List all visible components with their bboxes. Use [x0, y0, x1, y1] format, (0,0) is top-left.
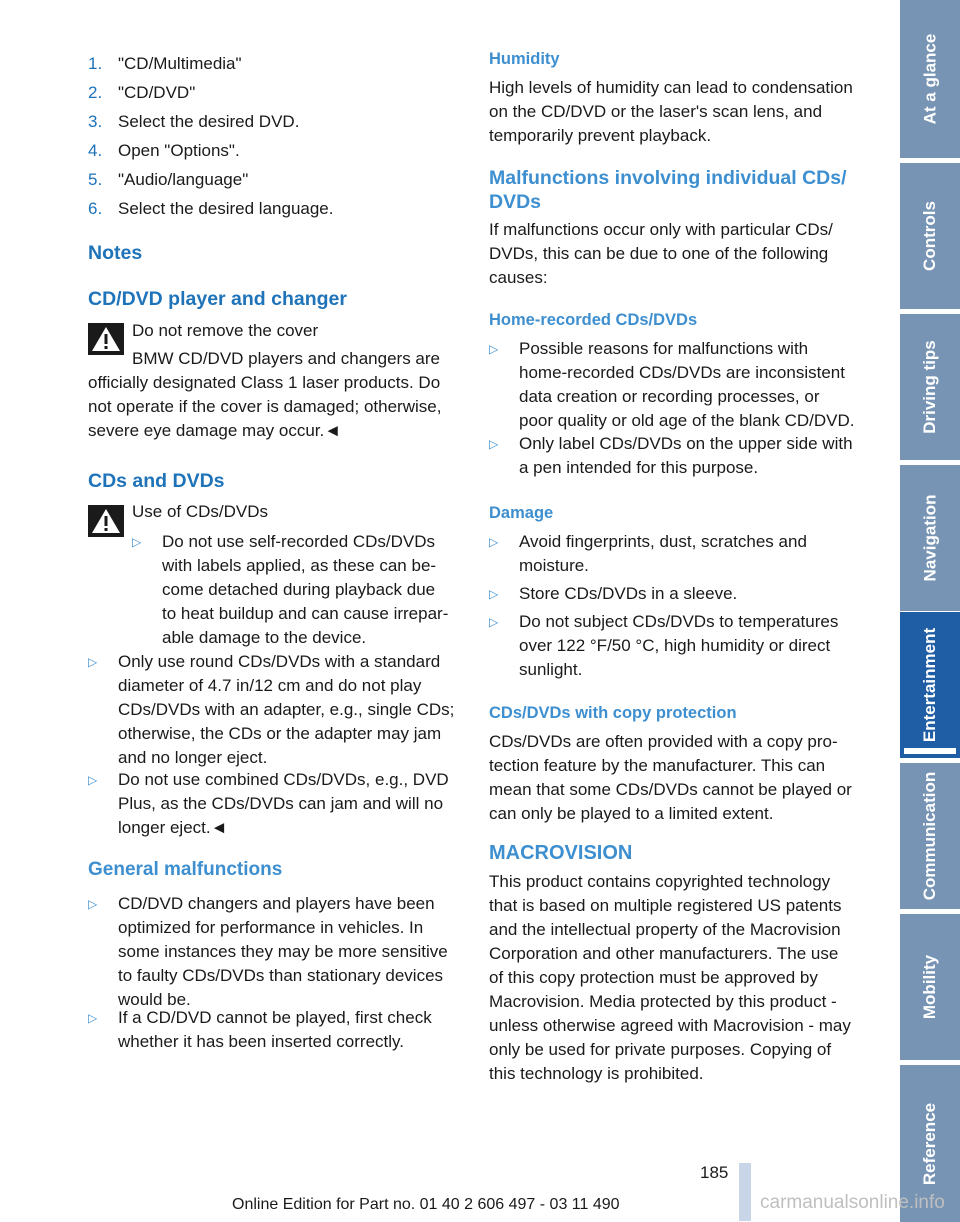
bullet-line: CD/DVD changers and players have been	[118, 894, 435, 913]
macrovision-line: only be used for private purposes. Copying of	[489, 1040, 832, 1059]
step-number: 4.	[88, 141, 103, 160]
bullet-line: over 122 °F/50 °C, high humidity or direct	[519, 636, 831, 655]
tab-label: Reference	[920, 1102, 939, 1185]
tab-label: At a glance	[920, 33, 940, 125]
bullet-line: longer eject.◄	[118, 818, 228, 837]
humidity-line: temporarily prevent playback.	[489, 126, 712, 145]
home-recorded-heading: Home-recorded CDs/DVDs	[489, 311, 698, 329]
macrovision-heading: MACROVISION	[489, 842, 633, 864]
macrovision-line: this technology is prohibited.	[489, 1064, 704, 1083]
bullet-line: Do not subject CDs/DVDs to temperatures	[519, 612, 839, 631]
tab-label: Entertainment	[920, 627, 940, 743]
bullet-line: poor quality or old age of the blank CD/DVD.	[519, 411, 855, 430]
copy-line: mean that some CDs/DVDs cannot be played or	[489, 780, 852, 799]
tab-controls[interactable]	[900, 163, 960, 309]
copy-line: CDs/DVDs are often provided with a copy pro-	[489, 732, 838, 751]
tab-driving-tips[interactable]	[900, 314, 960, 460]
macrovision-line: that is based on multiple registered US patents	[489, 896, 842, 915]
page-number: 185	[700, 1163, 729, 1182]
bullet-marker-icon: ▷	[88, 773, 98, 787]
bullet-line: Only label CDs/DVDs on the upper side with	[519, 434, 853, 453]
bullet-line: to faulty CDs/DVDs than stationary devices	[118, 966, 444, 985]
bullet-line: moisture.	[519, 556, 589, 575]
bullet-marker-icon: ▷	[489, 437, 499, 451]
general-heading: General malfunctions	[88, 859, 283, 880]
bullet-marker-icon: ▷	[489, 535, 499, 549]
step-text: "CD/DVD"	[118, 83, 196, 102]
copy-line: tection feature by the manufacturer. This can	[489, 756, 826, 775]
bullet-marker-icon: ▷	[489, 615, 499, 629]
player-warning-line: BMW CD/DVD players and changers are	[132, 349, 441, 368]
footer-edition-text: Online Edition for Part no. 01 40 2 606 497 - 03 11 490	[232, 1196, 620, 1213]
damage-heading: Damage	[489, 504, 554, 522]
bullet-line: would be.	[118, 990, 191, 1009]
copy-protection-heading: CDs/DVDs with copy protection	[489, 704, 737, 722]
step-text: Select the desired language.	[118, 199, 334, 218]
warning-icon	[88, 505, 124, 537]
malfunctions-heading: DVDs	[489, 191, 542, 213]
bullet-line: come detached during playback due	[162, 580, 436, 599]
humidity-line: High levels of humidity can lead to condensation	[489, 78, 853, 97]
player-warning-line: officially designated Class 1 laser products. Do	[88, 373, 441, 392]
bullet-line: CDs/DVDs with an adapter, e.g., single CDs;	[118, 700, 455, 719]
bullet-line: sunlight.	[519, 660, 583, 679]
malfunctions-line: causes:	[489, 268, 548, 287]
bullet-marker-icon: ▷	[132, 535, 142, 549]
tab-mobility[interactable]	[900, 914, 960, 1060]
player-heading: CD/DVD player and changer	[88, 288, 347, 310]
tab-label: Communication	[920, 771, 940, 901]
bullet-line: whether it has been inserted correctly.	[118, 1032, 404, 1051]
notes-heading: Notes	[88, 242, 143, 264]
bullet-line: home-recorded CDs/DVDs are inconsistent	[519, 363, 845, 382]
bullet-line: Do not use self-recorded CDs/DVDs	[162, 532, 436, 551]
macrovision-line: of this copy protection must be approved by	[489, 968, 818, 987]
step-text: "Audio/language"	[118, 170, 249, 189]
bullet-line: If a CD/DVD cannot be played, first check	[118, 1008, 432, 1027]
bullet-marker-icon: ▷	[88, 897, 98, 911]
bullet-line: optimized for performance in vehicles. In	[118, 918, 424, 937]
watermark-logo: carmanualsonline.info	[760, 1192, 945, 1213]
macrovision-line: Corporation and other manufacturers. The use	[489, 944, 839, 963]
bullet-line: Only use round CDs/DVDs with a standard	[118, 652, 441, 671]
tab-label: Driving tips	[920, 340, 940, 434]
tab-entertainment[interactable]	[900, 612, 960, 758]
tab-at-a-glance[interactable]	[900, 0, 960, 158]
tab-label: Mobility	[920, 954, 939, 1020]
humidity-heading: Humidity	[489, 50, 560, 68]
macrovision-line: and the intellectual property of the Macrovision	[489, 920, 841, 939]
bullet-line: with labels applied, as these can be-	[162, 556, 437, 575]
bullet-marker-icon: ▷	[88, 1011, 98, 1025]
cds-heading: CDs and DVDs	[88, 470, 225, 492]
tab-label: Controls	[920, 201, 940, 271]
macrovision-line: This product contains copyrighted technology	[489, 872, 831, 891]
bullet-marker-icon: ▷	[489, 587, 499, 601]
bullet-line: some instances they may be more sensitive	[118, 942, 448, 961]
bullet-line: Possible reasons for malfunctions with	[519, 339, 809, 358]
macrovision-line: Macrovision. Media protected by this product -	[489, 992, 837, 1011]
bullet-line: diameter of 4.7 in/12 cm and do not play	[118, 676, 422, 695]
player-warning-line: not operate if the cover is damaged; otherwise,	[88, 397, 442, 416]
bullet-line: Do not use combined CDs/DVDs, e.g., DVD	[118, 770, 449, 789]
step-number: 1.	[88, 54, 103, 73]
chapter-tabs	[900, 0, 960, 1222]
bullet-line: Plus, as the CDs/DVDs can jam and will no	[118, 794, 444, 813]
step-number: 3.	[88, 112, 103, 131]
player-warning-title: Do not remove the cover	[132, 321, 319, 340]
bullet-line: Store CDs/DVDs in a sleeve.	[519, 584, 738, 603]
bullet-line: data creation or recording processes, or	[519, 387, 820, 406]
step-text: Select the desired DVD.	[118, 112, 300, 131]
cds-warning-title: Use of CDs/DVDs	[132, 502, 269, 521]
bullet-line: and no longer eject.	[118, 748, 268, 767]
macrovision-line: unless otherwise agreed with Macrovision - may	[489, 1016, 851, 1035]
copy-line: can only be played to a limited extent.	[489, 804, 774, 823]
tab-navigation[interactable]	[900, 465, 960, 611]
warning-icon	[88, 323, 124, 355]
bullet-line: able damage to the device.	[162, 628, 367, 647]
tab-label: Navigation	[920, 494, 939, 582]
step-number: 2.	[88, 83, 103, 102]
step-text: "CD/Multimedia"	[118, 54, 242, 73]
bullet-marker-icon: ▷	[489, 342, 499, 356]
bullet-marker-icon: ▷	[88, 655, 98, 669]
malfunctions-line: DVDs, this can be due to one of the following	[489, 244, 829, 263]
bullet-line: to heat buildup and can cause irrepar-	[162, 604, 449, 623]
humidity-line: on the CD/DVD or the laser's scan lens, and	[489, 102, 823, 121]
page-number-bar	[739, 1163, 751, 1221]
bullet-line: Avoid fingerprints, dust, scratches and	[519, 532, 807, 551]
bullet-line: otherwise, the CDs or the adapter may jam	[118, 724, 442, 743]
bullet-line: a pen intended for this purpose.	[519, 458, 759, 477]
player-warning-line: severe eye damage may occur.◄	[88, 421, 342, 440]
malfunctions-heading: Malfunctions involving individual CDs/	[489, 167, 847, 189]
step-text: Open "Options".	[118, 141, 240, 160]
tab-communication[interactable]	[900, 763, 960, 909]
malfunctions-line: If malfunctions occur only with particular CDs/	[489, 220, 833, 239]
step-number: 6.	[88, 199, 103, 218]
step-number: 5.	[88, 170, 103, 189]
